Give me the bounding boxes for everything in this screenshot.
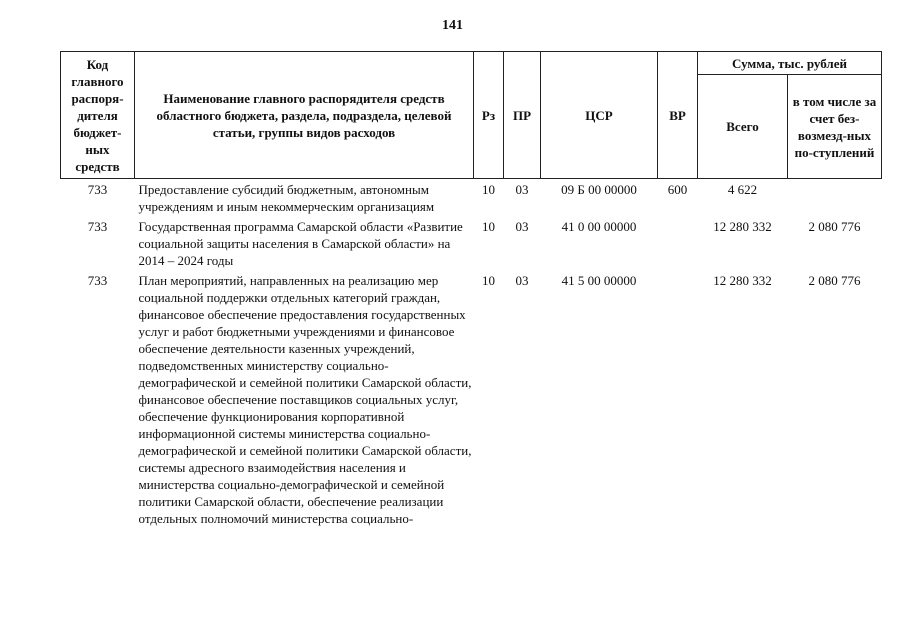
table-row xyxy=(61,269,882,527)
cell-free xyxy=(788,179,882,216)
cell-name: Государственная программа Самарской области «Развитие социальной защиты населения в Самарской области» на 2014 – 2024 годы xyxy=(138,219,463,268)
cell-code: 733 xyxy=(87,273,108,288)
header-code: Код главного распоря-дителя бюджет-ных средств xyxy=(61,52,135,179)
cell-total: 12 280 332 xyxy=(713,219,772,234)
cell-code: 733 xyxy=(87,182,108,197)
cell-csr: 41 0 00 00000 xyxy=(561,219,637,234)
cell-name: План мероприятий, направленных на реализацию мер социальной поддержки отдельных категорий граждан, финансовое обеспечение предоставления государственных услуг и работ бюджетными учреждениями и финансовое обеспечение деятельности казенных учреждений, подведомственных министерству социально-демографической и семейной политики Самарской области, финансовое обеспечение поставщиков социальных услуг, обеспечение функционирования корпоративной информационной системы министерства социально-демографической и семейной политики Самарской области, системы адресного взаимодействия населения и министерства социально-демографической и семейной политики Самарской области, обеспечение реализации отдельных полномочий министерства социально- xyxy=(138,273,472,526)
cell-code: 733 xyxy=(87,219,108,234)
cell-vr xyxy=(658,269,698,527)
page-number: 141 xyxy=(442,18,463,33)
table-row xyxy=(61,179,882,216)
budget-table xyxy=(60,51,882,527)
cell-rz: 10 xyxy=(482,219,495,234)
header-sum: Сумма, тыс. рублей xyxy=(698,52,882,75)
cell-name: Предоставление субсидий бюджетным, автономным учреждениям и иным некоммерческим организациям xyxy=(138,182,435,214)
cell-free: 2 080 776 xyxy=(808,219,861,234)
header-pr: ПР xyxy=(504,52,541,179)
header-rz: Рз xyxy=(474,52,504,179)
header-csr: ЦСР xyxy=(541,52,658,179)
cell-csr: 09 Б 00 00000 xyxy=(561,182,637,197)
table-header xyxy=(61,52,882,179)
cell-pr: 03 xyxy=(515,182,529,197)
cell-vr xyxy=(658,215,698,269)
table-body xyxy=(61,179,882,528)
cell-vr: 600 xyxy=(667,182,688,197)
cell-free: 2 080 776 xyxy=(808,273,861,288)
cell-pr: 03 xyxy=(515,219,529,234)
cell-rz: 10 xyxy=(482,182,495,197)
header-name: Наименование главного распорядителя средств областного бюджета, раздела, подраздела, целевой статьи, группы видов расходов xyxy=(135,52,474,179)
header-free: в том числе за счет без-возмезд-ных по-ступлений xyxy=(788,75,882,179)
cell-total: 12 280 332 xyxy=(713,273,772,288)
header-total: Всего xyxy=(698,75,788,179)
cell-pr: 03 xyxy=(515,273,529,288)
cell-rz: 10 xyxy=(482,273,495,288)
header-vr: ВР xyxy=(658,52,698,179)
table-row xyxy=(61,215,882,269)
cell-csr: 41 5 00 00000 xyxy=(561,273,637,288)
cell-total: 4 622 xyxy=(727,182,758,197)
